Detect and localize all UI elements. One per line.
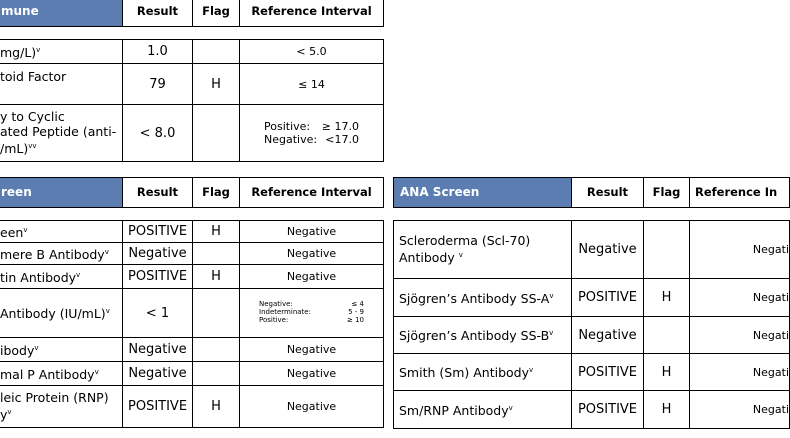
- flag-value: H: [193, 221, 240, 243]
- flag-value: [193, 40, 240, 64]
- test-name: leic Protein (RNP) $y^v$: [0, 386, 123, 428]
- table-row: [0, 289, 384, 338]
- screen-panel: [0, 177, 384, 428]
- test-name: mg/L)$^v$: [0, 40, 123, 64]
- reference-interval: Negati: [690, 354, 790, 391]
- table-row: [0, 338, 384, 362]
- flag-value: [644, 317, 690, 354]
- test-name: y to Cyclic ated Peptide (anti- /mL)$^{vv}$: [0, 105, 123, 162]
- reference-interval: Negative: [240, 362, 384, 386]
- table-row: [0, 105, 384, 162]
- result-value: POSITIVE: [572, 354, 644, 391]
- table-row: [0, 64, 384, 105]
- table-row: [0, 265, 384, 289]
- table-row: [394, 354, 790, 391]
- flag-value: [193, 105, 240, 162]
- screen-result-header: Result: [123, 178, 193, 208]
- reference-interval: Negative: [240, 338, 384, 362]
- reference-interval: Positive: ≥ 17.0 Negative: <17.0: [240, 105, 384, 162]
- screen-ref-header: Reference Interval: [240, 178, 384, 208]
- immune-results-table: [0, 39, 384, 162]
- ana-header-table: [393, 177, 790, 208]
- immune-title: mune: [0, 0, 123, 27]
- table-row: [394, 221, 790, 279]
- test-name: tin Antibody$^v$: [0, 265, 123, 289]
- test-name: ibody$^v$: [0, 338, 123, 362]
- flag-value: H: [644, 279, 690, 317]
- flag-value: H: [644, 391, 690, 429]
- ana-results-table: [393, 220, 790, 429]
- result-value: Negative: [123, 362, 193, 386]
- table-row: [394, 317, 790, 354]
- reference-interval: Negati: [690, 279, 790, 317]
- reference-interval: Negative: [240, 265, 384, 289]
- flag-value: [193, 338, 240, 362]
- table-row: [394, 391, 790, 429]
- result-value: POSITIVE: [123, 265, 193, 289]
- ana-result-header: Result: [572, 178, 644, 208]
- flag-value: H: [193, 64, 240, 105]
- immune-result-header: Result: [123, 0, 193, 27]
- immune-flag-header: Flag: [193, 0, 240, 27]
- table-row: [0, 243, 384, 265]
- reference-interval: Negative: ≤ 4 Indeterminate: 5 - 9 Positive: ≥ 10: [240, 289, 384, 338]
- test-name: een$^v$: [0, 221, 123, 243]
- table-row: [0, 386, 384, 428]
- ana-ref-header: Reference In: [690, 178, 790, 208]
- reference-interval: Negative: [240, 243, 384, 265]
- flag-value: [193, 243, 240, 265]
- result-value: Negative: [123, 338, 193, 362]
- ana-title: ANA Screen: [394, 178, 572, 208]
- result-value: 79: [123, 64, 193, 105]
- reference-interval: Negative: [240, 221, 384, 243]
- result-value: < 1: [123, 289, 193, 338]
- reference-interval: Negati: [690, 221, 790, 279]
- flag-value: [193, 362, 240, 386]
- test-name: mal P Antibody$^v$: [0, 362, 123, 386]
- flag-value: [644, 221, 690, 279]
- reference-interval: < 5.0: [240, 40, 384, 64]
- result-value: 1.0: [123, 40, 193, 64]
- result-value: POSITIVE: [572, 391, 644, 429]
- result-value: Negative: [572, 221, 644, 279]
- reference-interval: Negati: [690, 391, 790, 429]
- result-value: POSITIVE: [123, 386, 193, 428]
- immune-header-table: [0, 0, 384, 27]
- test-name: Sm/RNP Antibody$^v$: [394, 391, 572, 429]
- screen-title: reen: [0, 178, 123, 208]
- table-row: [0, 221, 384, 243]
- flag-value: [193, 289, 240, 338]
- flag-value: H: [644, 354, 690, 391]
- test-name: Sjögren’s Antibody $SS-A^v$: [394, 279, 572, 317]
- result-value: POSITIVE: [123, 221, 193, 243]
- table-row: [0, 40, 384, 64]
- table-row: [394, 279, 790, 317]
- reference-interval: Negative: [240, 386, 384, 428]
- ana-flag-header: Flag: [644, 178, 690, 208]
- test-name: toid Factor: [0, 64, 123, 105]
- screen-results-table: [0, 220, 384, 428]
- result-value: Negative: [572, 317, 644, 354]
- table-row: [0, 362, 384, 386]
- test-name: Smith (Sm) Antibody$^v$: [394, 354, 572, 391]
- immune-ref-header: Reference Interval: [240, 0, 384, 27]
- test-name: Antibody $(IU/mL)^v$: [0, 289, 123, 338]
- result-value: POSITIVE: [572, 279, 644, 317]
- flag-value: H: [193, 386, 240, 428]
- test-name: Scleroderma (Scl-70) Antibody $^v$: [394, 221, 572, 279]
- flag-value: H: [193, 265, 240, 289]
- immune-panel: [0, 0, 384, 162]
- ana-screen-panel: [393, 177, 790, 429]
- test-name: Sjögren’s Antibody $SS-B^v$: [394, 317, 572, 354]
- reference-interval: Negati: [690, 317, 790, 354]
- test-name: mere B Antibody$^v$: [0, 243, 123, 265]
- reference-interval: ≤ 14: [240, 64, 384, 105]
- result-value: Negative: [123, 243, 193, 265]
- screen-header-table: [0, 177, 384, 208]
- screen-flag-header: Flag: [193, 178, 240, 208]
- result-value: < 8.0: [123, 105, 193, 162]
